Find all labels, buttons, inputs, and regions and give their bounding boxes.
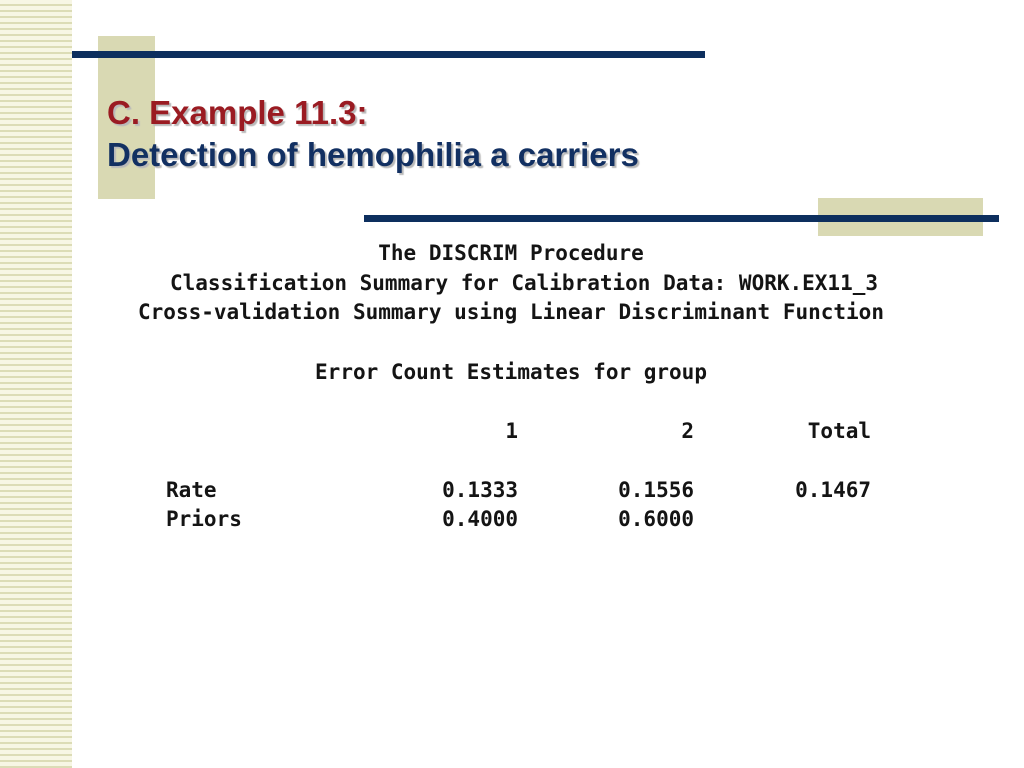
column-header-total: Total xyxy=(807,419,871,443)
rate-value-total: 0.1467 xyxy=(795,478,871,502)
rate-value-1: 0.1333 xyxy=(442,478,518,502)
priors-value-1: 0.4000 xyxy=(442,507,518,531)
procedure-heading: The DISCRIM Procedure xyxy=(378,241,644,265)
error-count-table-title: Error Count Estimates for group xyxy=(315,360,707,384)
cross-validation-heading: Cross-validation Summary using Linear Discriminant Function xyxy=(138,300,884,324)
rate-value-2: 0.1556 xyxy=(618,478,694,502)
row-label-rate: Rate xyxy=(166,478,217,502)
column-header-1: 1 xyxy=(505,419,518,443)
priors-value-2: 0.6000 xyxy=(618,507,694,531)
classification-summary-heading: Classification Summary for Calibration Data: WORK.EX11_3 xyxy=(169,271,879,295)
row-label-priors: Priors xyxy=(166,507,242,531)
slide-title-line-2: Detection of hemophilia a carriers xyxy=(107,136,639,173)
slide-title-line-1: C. Example 11.3: xyxy=(107,94,368,131)
column-header-2: 2 xyxy=(681,419,694,443)
